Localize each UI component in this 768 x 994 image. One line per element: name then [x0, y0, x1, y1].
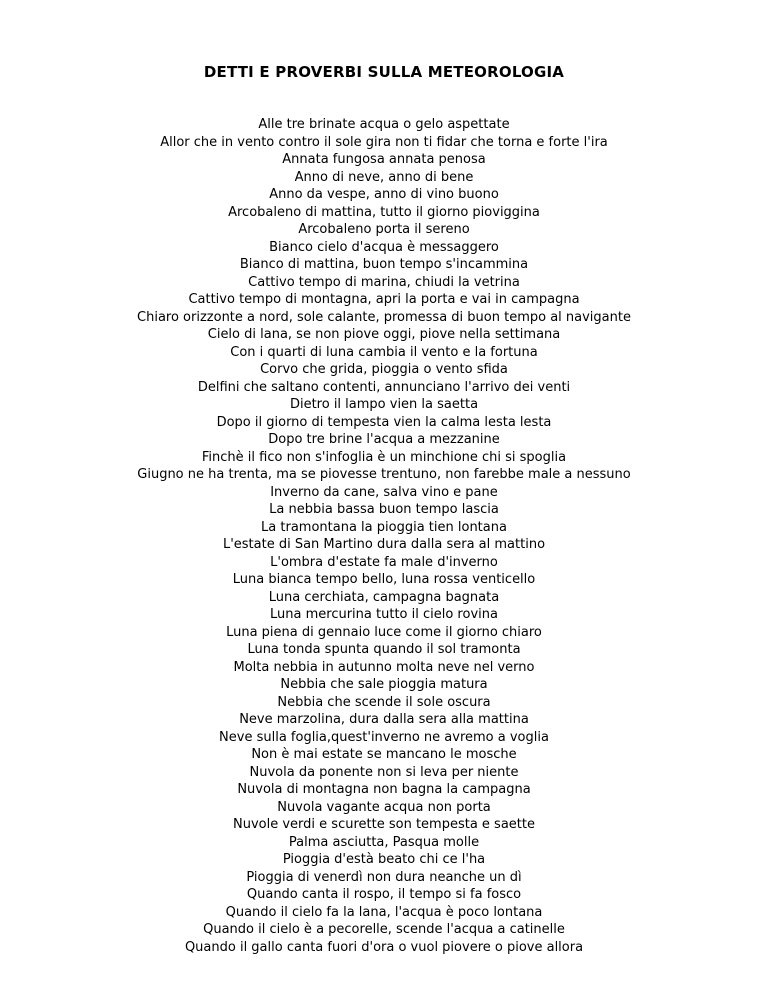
proverb-line: Nuvole verdi e scurette son tempesta e saette — [233, 817, 535, 832]
proverb-line: Dietro il lampo vien la saetta — [289, 397, 479, 412]
proverb-line: Non è mai estate se mancano le mosche — [251, 747, 517, 762]
proverb-line: Alle tre brinate acqua o gelo aspettate — [258, 117, 510, 132]
proverb-line: Giugno ne ha trenta, ma se piovesse trentuno, non farebbe male a nessuno — [137, 467, 631, 482]
proverb-line: Chiaro orizzonte a nord, sole calante, promessa di buon tempo al navigante — [137, 309, 631, 325]
proverb-line: Annata fungosa annata penosa — [282, 152, 486, 167]
proverb-line: Quando il cielo è a pecorelle, scende l'acqua a catinelle — [203, 922, 565, 937]
proverb-line: Con i quarti di luna cambia il vento e la fortuna — [230, 344, 538, 360]
proverb-line: Quando il gallo canta fuori d'ora o vuol piovere o piove allora — [184, 939, 584, 955]
proverb-line: Bianco cielo d'acqua è messaggero — [269, 239, 499, 255]
document-title: DETTI E PROVERBI SULLA METEOROLOGIA — [203, 63, 565, 81]
proverb-line: Pioggia d'està beato chi ce l'ha — [282, 852, 486, 867]
proverb-line: Luna cerchiata, campagna bagnata — [268, 589, 500, 605]
proverb-line: Corvo che grida, pioggia o vento sfida — [260, 362, 508, 377]
proverb-line: Delfini che saltano contenti, annunciano l'arrivo dei venti — [197, 379, 571, 395]
proverb-line: Bianco di mattina, buon tempo s'incammina — [239, 257, 529, 272]
proverb-line: Anno da vespe, anno di vino buono — [269, 187, 499, 202]
proverb-line: Arcobaleno porta il sereno — [298, 222, 470, 237]
proverb-line: La tramontana la pioggia tien lontana — [261, 519, 507, 535]
proverb-line: Nuvola vagante acqua non porta — [277, 799, 491, 815]
proverb-line: Cielo di lana, se non piove oggi, piove nella settimana — [207, 327, 561, 342]
proverb-line: Palma asciutta, Pasqua molle — [288, 834, 480, 850]
proverb-line: Luna tonda spunta quando il sol tramonta — [247, 642, 521, 657]
proverb-line: Quando canta il rospo, il tempo si fa fosco — [246, 887, 522, 902]
proverb-line: Neve marzolina, dura dalla sera alla mattina — [239, 712, 529, 727]
proverb-line: Finchè il fico non s'infoglia è un minchione chi si spoglia — [201, 449, 567, 465]
proverb-line: L'estate di San Martino dura dalla sera al mattino — [222, 537, 546, 552]
proverb-line: Nebbia che sale pioggia matura — [280, 677, 488, 692]
proverb-line: Nebbia che scende il sole oscura — [277, 694, 491, 710]
proverb-line: Luna bianca tempo bello, luna rossa venticello — [232, 572, 536, 587]
proverb-line: Pioggia di venerdì non dura neanche un dì — [246, 869, 522, 885]
proverb-list — [0, 116, 768, 956]
proverb-line: Luna piena di gennaio luce come il giorno chiaro — [226, 624, 542, 640]
proverb-line: Quando il cielo fa la lana, l'acqua è poco lontana — [225, 904, 543, 920]
proverb-line: Dopo tre brine l'acqua a mezzanine — [268, 432, 500, 447]
proverb-line: Molta nebbia in autunno molta neve nel verno — [233, 659, 535, 675]
proverb-line: Anno di neve, anno di bene — [294, 169, 474, 185]
proverb-line: Arcobaleno di mattina, tutto il giorno pioviggina — [228, 204, 540, 220]
proverb-line: Cattivo tempo di marina, chiudi la vetrina — [248, 274, 520, 290]
proverb-line: La nebbia bassa buon tempo lascia — [269, 502, 499, 517]
proverb-line: L'ombra d'estate fa male d'inverno — [270, 554, 498, 570]
proverb-line: Allor che in vento contro il sole gira non ti fidar che torna e forte l'ira — [160, 134, 608, 150]
proverb-line: Dopo il giorno di tempesta vien la calma lesta lesta — [216, 414, 552, 430]
proverb-line: Inverno da cane, salva vino e pane — [270, 484, 498, 500]
proverb-line: Nuvola di montagna non bagna la campagna — [237, 782, 531, 797]
proverb-line: Nuvola da ponente non si leva per niente — [249, 764, 519, 780]
proverb-line: Cattivo tempo di montagna, apri la porta e vai in campagna — [188, 292, 580, 307]
proverb-line: Neve sulla foglia,quest'inverno ne avremo a voglia — [219, 729, 549, 745]
proverb-line: Luna mercurina tutto il cielo rovina — [270, 607, 498, 622]
